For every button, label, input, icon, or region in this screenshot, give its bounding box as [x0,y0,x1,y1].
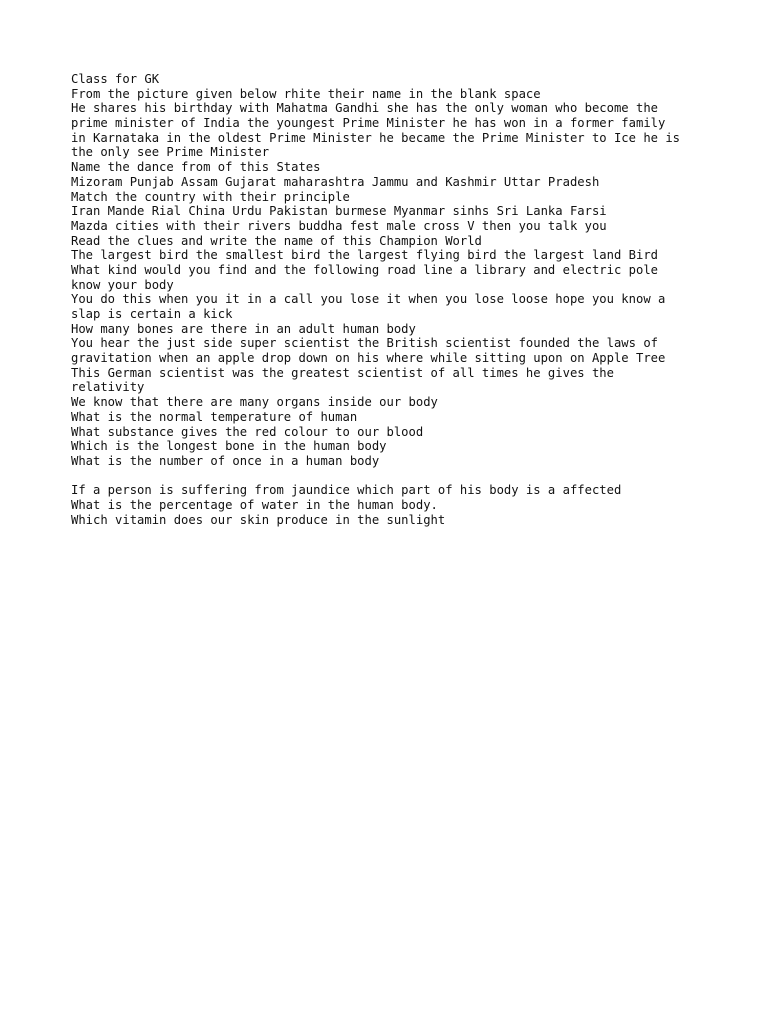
document-page [71,72,751,527]
text-line: You do this when you it in a call you lose it when you lose loose hope you know a [71,292,666,307]
text-line: What is the number of once in a human body [71,453,380,468]
text-line: gravitation when an apple drop down on his where while sitting upon on Apple Tree [71,351,666,366]
text-line: What is the normal temperature of human [71,409,358,424]
text-line: Iran Mande Rial China Urdu Pakistan burmese Myanmar sinhs Sri Lanka Farsi [71,204,607,219]
text-line: Mizoram Punjab Assam Gujarat maharashtra Jammu and Kashmir Uttar Pradesh [71,174,600,189]
text-line: in Karnataka in the oldest Prime Minister he became the Prime Minister to Ice he is [71,130,681,145]
text-line: relativity [71,380,145,395]
text-line: Read the clues and write the name of this Champion World [71,233,482,248]
text-line: the only see Prime Minister [71,145,270,160]
text-line: What kind would you find and the following road line a library and electric pole [71,262,658,277]
text-line: Mazda cities with their rivers buddha fest male cross V then you talk you [71,218,607,233]
text-line: Name the dance from of this States [71,160,321,175]
blank-line [71,469,751,484]
text-line: He shares his birthday with Mahatma Gandhi she has the only woman who become the [71,101,658,116]
text-line: Match the country with their principle [71,189,350,204]
text-line: Which is the longest bone in the human body [71,439,387,454]
text-line: The largest bird the smallest bird the largest flying bird the largest land Bird [71,248,658,263]
text-line: How many bones are there in an adult human body [71,321,416,336]
text-line: This German scientist was the greatest scientist of all times he gives the [71,365,614,380]
text-line: You hear the just side super scientist the British scientist founded the laws of [71,336,658,351]
text-line: What is the percentage of water in the human body. [71,497,438,512]
text-line: If a person is suffering from jaundice which part of his body is a affected [71,483,622,498]
text-line: know your body [71,277,174,292]
text-line: What substance gives the red colour to our blood [71,424,424,439]
text-line: Which vitamin does our skin produce in the sunlight [71,512,446,527]
text-line: Class for GK [71,72,160,86]
text-line: From the picture given below rhite their name in the blank space [71,86,541,101]
text-line: We know that there are many organs inside our body [71,395,438,410]
text-line: slap is certain a kick [71,307,233,321]
text-line: prime minister of India the youngest Prime Minister he has won in a former family [71,116,666,131]
